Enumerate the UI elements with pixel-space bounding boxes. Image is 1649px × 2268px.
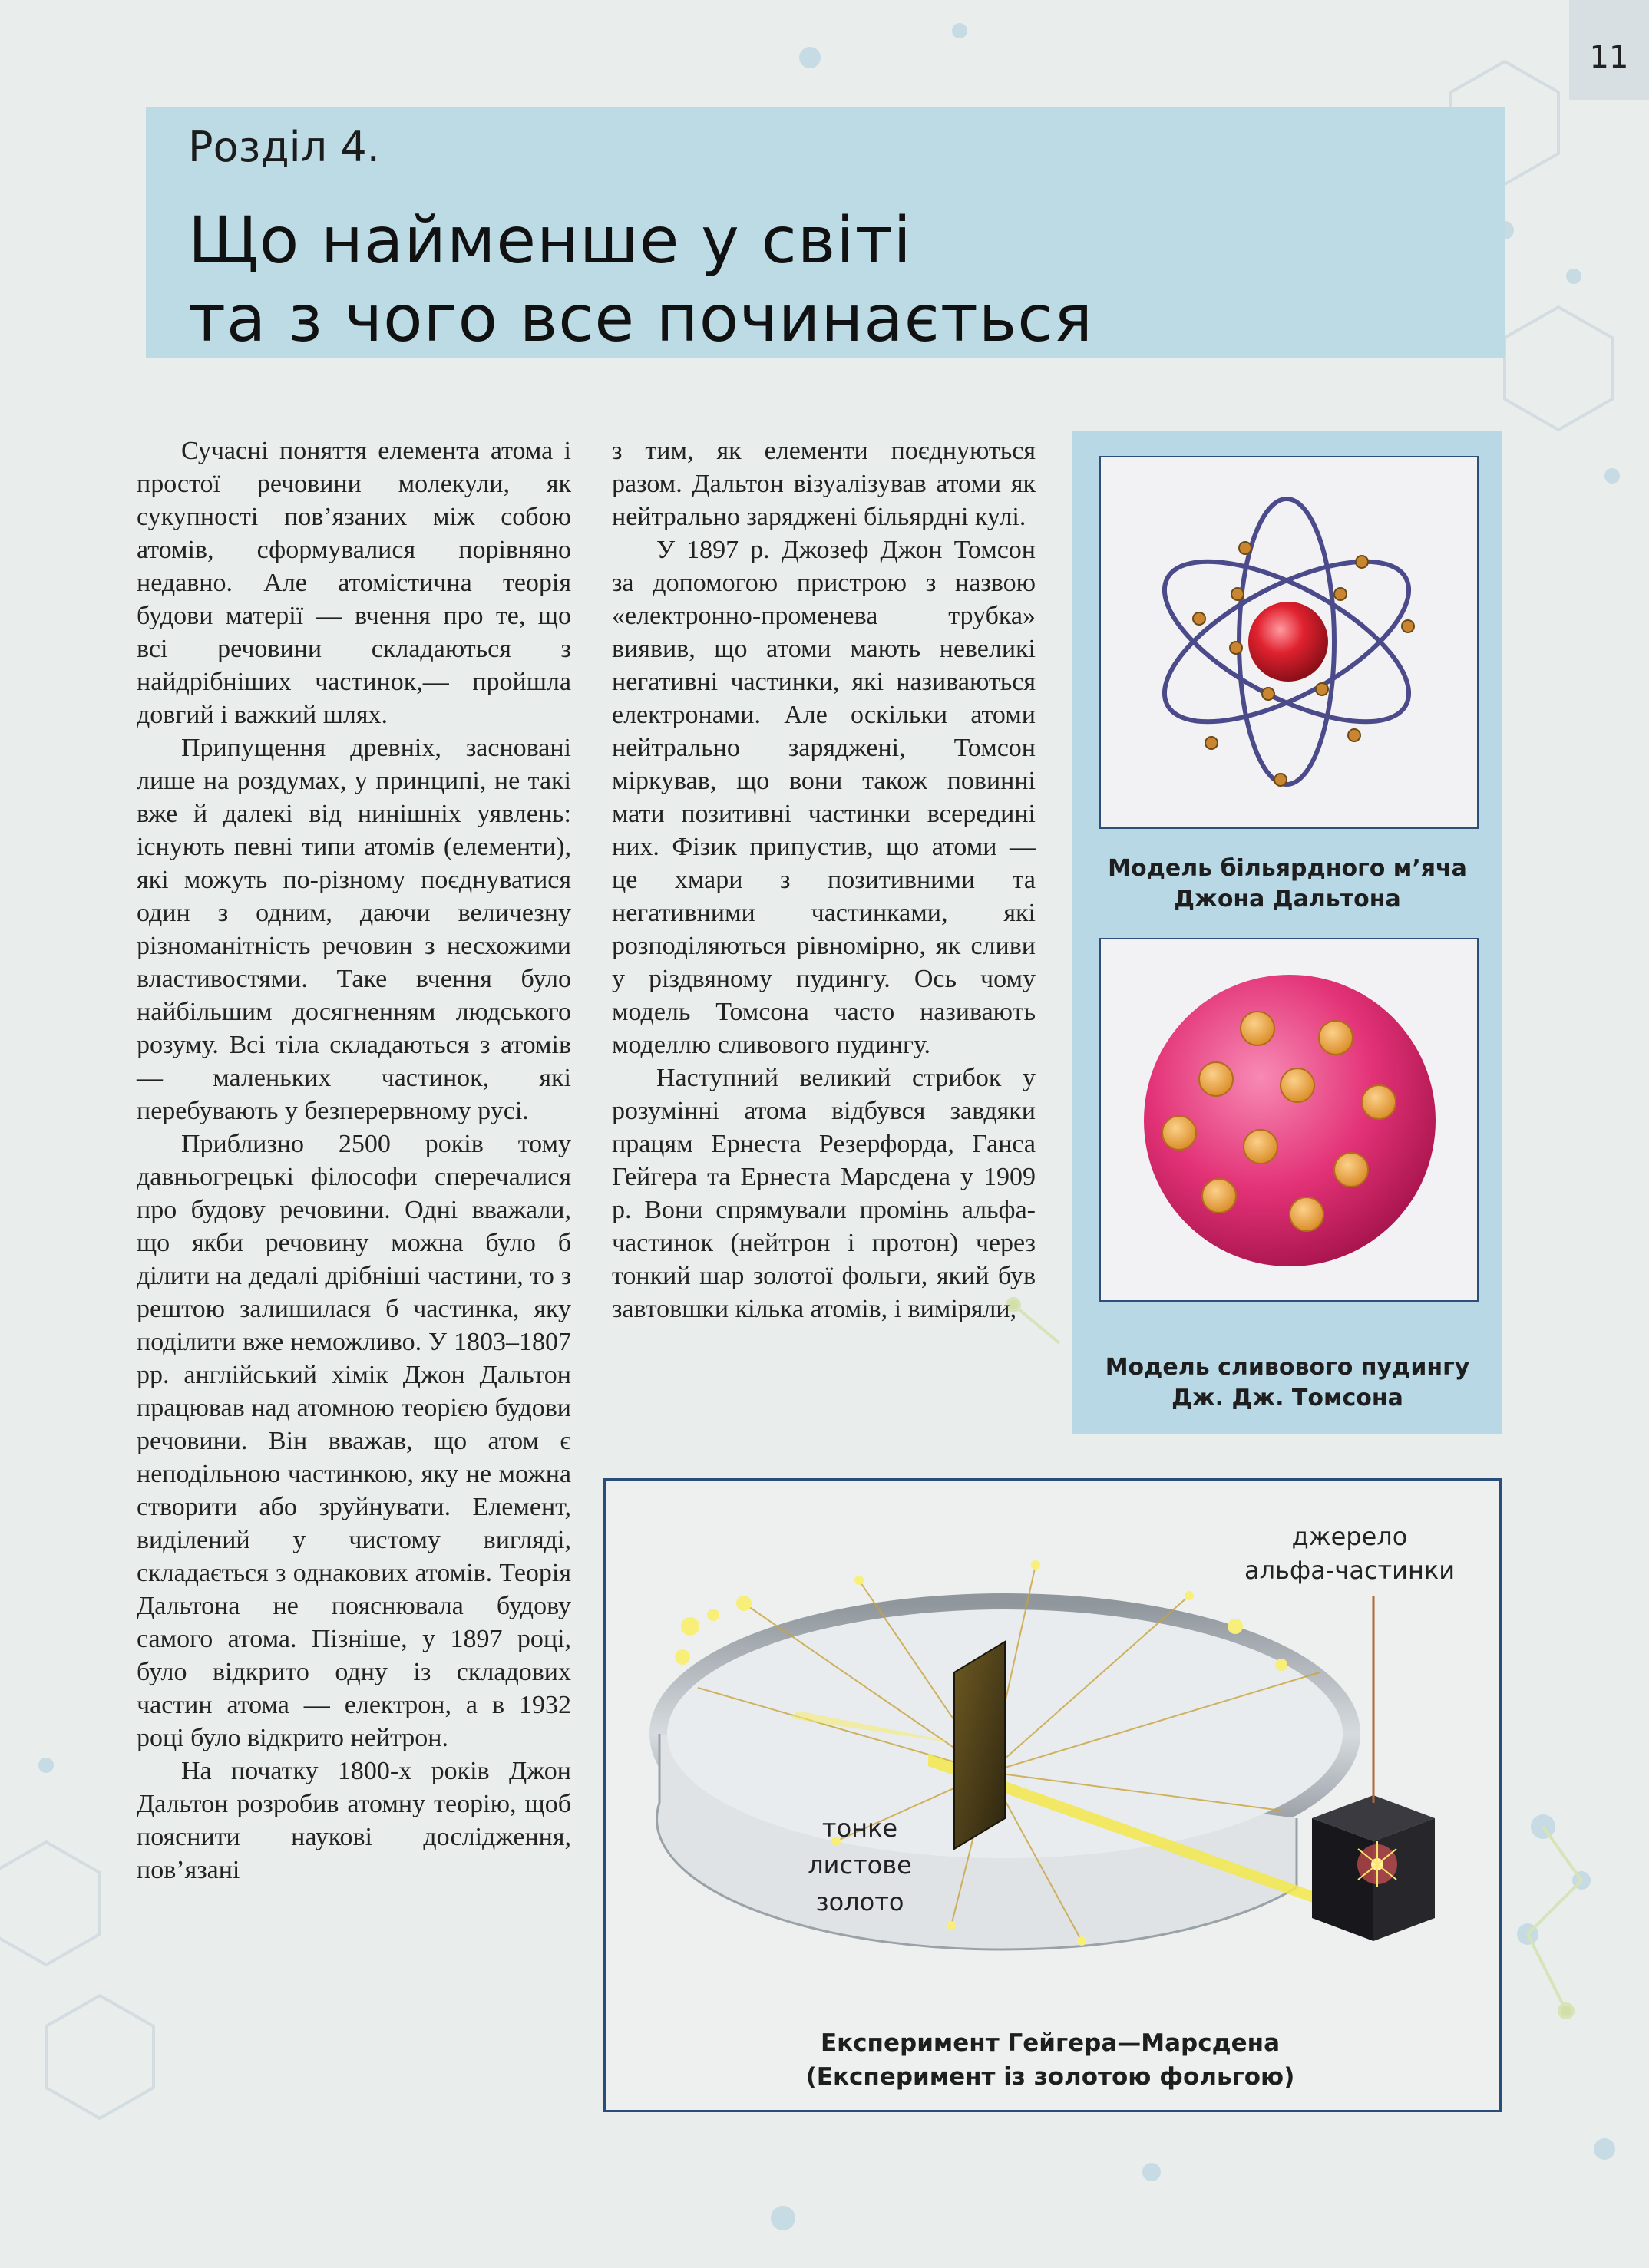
thomson-figure-caption (1072, 1352, 1502, 1414)
dalton-atom-illustration (1101, 457, 1477, 827)
thomson-model-figure (1099, 938, 1479, 1302)
body-column-1 (137, 434, 571, 1887)
caption-line: Дж. Дж. Томсона (1171, 1385, 1403, 1411)
section-label: Розділ 4. (188, 123, 380, 171)
dalton-model-figure (1099, 456, 1479, 829)
paragraph: Сучасні поняття елемента атома і простої речовини молекули, як сукупності пов’язаних між собою атомів, сформувалися порівняно недавно. Але атомістична теорія будови матерії — вчення про те, що всі речовини складаються з найдрібніших частинок,— пройшла довгий і важкий шлях. (137, 437, 571, 729)
paragraph: Припущення древніх, засновані лише на роздумах, у принципі, не такі вже й далекі від нинішніх уявлень: існують певні типи атомів (елементи), які можуть по-різному поєднуватися один з одним, даючи величезну різноманітність речовин з несхожими властивостями. Таке вчення було найбільшим досягненням людського розуму. Всі тіла складаються з атомів — маленьких частинок, які перебувають у безперервному русі. (137, 734, 571, 1125)
chapter-title-line2: та з чого все починається (188, 281, 1093, 356)
label-line: листове (808, 1850, 912, 1880)
caption-line: Модель більярдного м’яча (1108, 855, 1467, 882)
label-line: тонке (821, 1814, 898, 1843)
paragraph: Наступний великий стрибок у розумінні атома відбувся завдяки працям Ернеста Резерфорда, Ганса Гейгера та Ернеста Марсдена у 1909 р. Вони спрямували промінь альфа-частинок (нейтрон і протон) через тонкий шар золотої фольги, який був завтовшки кілька атомів, і виміряли, (612, 1064, 1036, 1323)
label-line: альфа-частинки (1244, 1556, 1456, 1585)
caption-line: Експеримент Гейгера—Марсдена (820, 2029, 1281, 2057)
paragraph: Приблизно 2500 років тому давньогрецькі філософи сперечалися про будову речовини. Одні вважали, що якби речовину можна було б ділити на дедалі дрібніші частини, то з рештою залишилася б частинка, яку поділити вже неможливо. У 1803–1807 рр. англійський хімік Джон Дальтон працював над атомною теорією будови речовини. Він вважав, що атом є неподільною частинкою, яку не можна створити або зруйнувати. Елемент, виділений у чистому вигляді, складається з однакових атомів. Теорія Дальтона не пояснювала будову самого атома. Пізніше, у 1897 році, було відкрито одну із складових частин атома — електрон, а в 1932 році було відкрито нейтрон. (137, 1130, 571, 1752)
experiment-caption (603, 2026, 1497, 2094)
page-number: 11 (1569, 0, 1649, 100)
nucleus (1248, 602, 1328, 682)
gold-foil (954, 1642, 1005, 1849)
paragraph: У 1897 р. Джозеф Джон Томсон за допомогою пристрою з назвою «електронно-променева трубка» виявив, що атоми мають невеликі негативні частинки, які називаються електронами. Але оскільки атоми нейтрально заряджені, Томсон міркував, що вони також повинні мати позитивні частинки всередині них. Фізик припустив, що атоми — це хмари з позитивними та негативними частинками, які розподіляються рівномірно, як сливи у різдвяному пудингу. Ось чому модель Томсона часто називають моделлю сливового пудингу. (612, 536, 1036, 1059)
source-label (1234, 1520, 1465, 1587)
caption-line: (Експеримент із золотою фольгою) (805, 2063, 1295, 2091)
caption-line: Модель сливового пудингу (1105, 1354, 1470, 1381)
paragraph: з тим, як елементи поєднуються разом. Дальтон візуалізував атоми як нейтрально заряджені більярдні кулі. (612, 437, 1036, 531)
chapter-title-line1: Що найменше у світі (188, 203, 912, 278)
label-line: джерело (1291, 1522, 1408, 1551)
dalton-figure-caption (1072, 853, 1502, 915)
plum-pudding-illustration (1101, 939, 1477, 1300)
paragraph: На початку 1800-х років Джон Дальтон розробив атомну теорію, щоб пояснити наукові дослідження, пов’язані (137, 1757, 571, 1884)
caption-line: Джона Дальтона (1174, 886, 1401, 913)
label-line: золото (815, 1887, 904, 1916)
chapter-title (188, 201, 1093, 358)
foil-label (783, 1810, 937, 1920)
body-column-2 (612, 434, 1036, 1325)
